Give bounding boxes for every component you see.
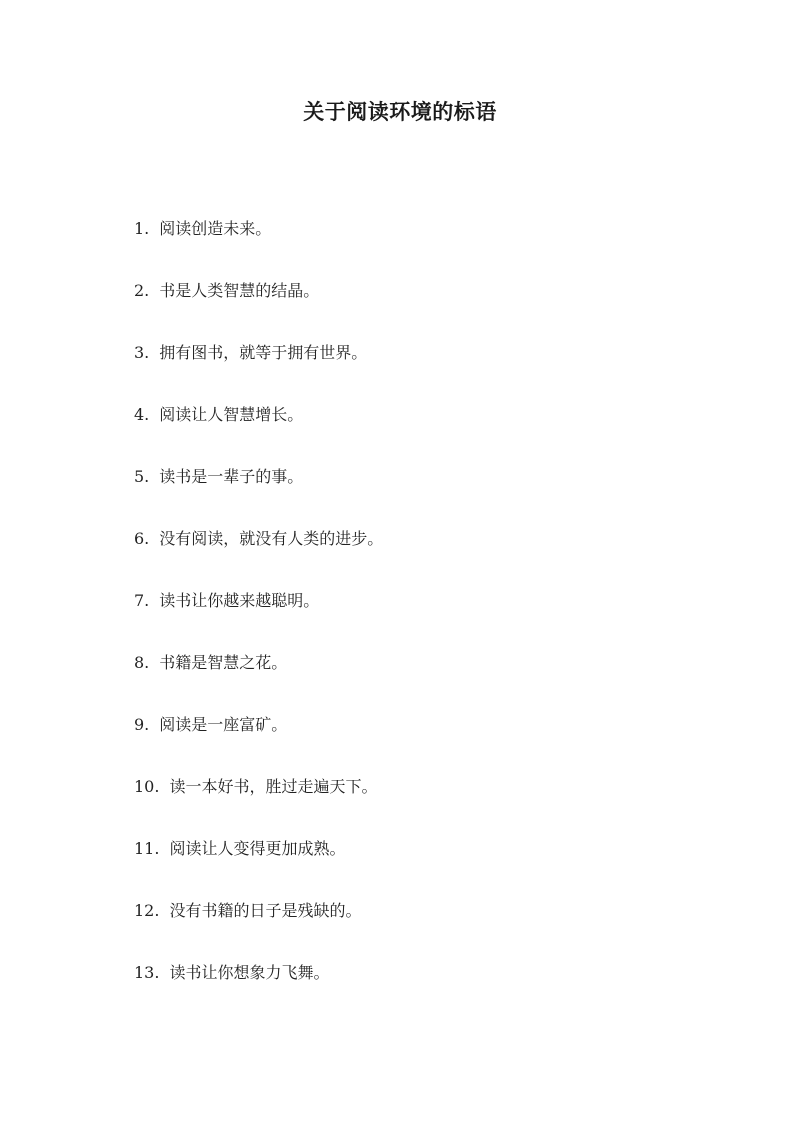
list-item <box>134 464 383 526</box>
item-number: 12. <box>134 901 160 920</box>
item-number: 10. <box>134 777 160 796</box>
list-item <box>134 712 383 774</box>
item-text: 阅读创造未来。 <box>159 219 272 238</box>
item-number: 5. <box>134 467 150 486</box>
list-item <box>134 898 383 960</box>
item-number: 8. <box>134 653 150 672</box>
item-number: 1. <box>134 219 150 238</box>
item-number: 7. <box>134 591 150 610</box>
list-item <box>134 960 383 1022</box>
list-item <box>134 402 383 464</box>
item-number: 3. <box>134 343 150 362</box>
item-number: 9. <box>134 715 150 734</box>
list-item <box>134 588 383 650</box>
list-item <box>134 836 383 898</box>
item-text: 阅读是一座富矿。 <box>159 715 288 734</box>
item-text: 没有书籍的日子是残缺的。 <box>169 901 362 920</box>
list-item <box>134 278 383 340</box>
item-number: 13. <box>134 963 160 982</box>
document-title: 关于阅读环境的标语 <box>303 99 497 124</box>
list-item <box>134 650 383 712</box>
item-number: 4. <box>134 405 150 424</box>
list-item <box>134 526 383 588</box>
slogan-list <box>134 216 383 1022</box>
list-item <box>134 340 383 402</box>
list-item <box>134 774 383 836</box>
item-text: 读书是一辈子的事。 <box>159 467 304 486</box>
item-text: 没有阅读，就没有人类的进步。 <box>159 529 384 548</box>
item-text: 书籍是智慧之花。 <box>159 653 288 672</box>
item-text: 阅读让人变得更加成熟。 <box>169 839 346 858</box>
list-item <box>134 216 383 278</box>
item-text: 阅读让人智慧增长。 <box>159 405 304 424</box>
item-text: 读书让你想象力飞舞。 <box>169 963 330 982</box>
item-text: 读一本好书，胜过走遍天下。 <box>169 777 378 796</box>
item-text: 拥有图书，就等于拥有世界。 <box>159 343 368 362</box>
item-number: 6. <box>134 529 150 548</box>
item-text: 读书让你越来越聪明。 <box>159 591 320 610</box>
item-number: 2. <box>134 281 150 300</box>
item-text: 书是人类智慧的结晶。 <box>159 281 320 300</box>
item-number: 11. <box>134 839 160 858</box>
